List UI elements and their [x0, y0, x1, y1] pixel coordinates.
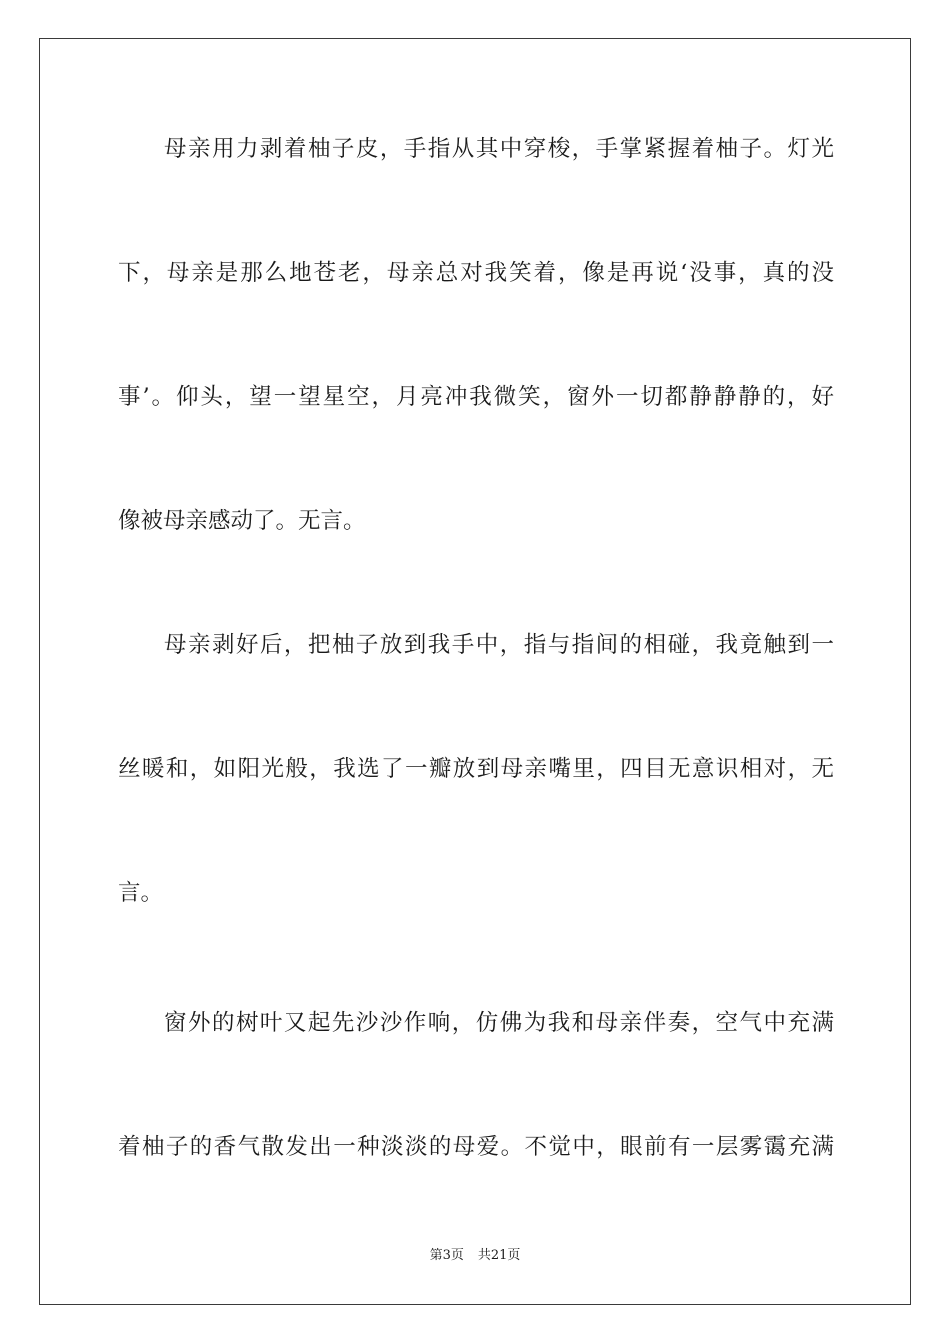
page-number: 第3页 — [429, 1248, 464, 1263]
paragraph-2-line-3: 言。 — [118, 880, 164, 906]
page-total: 共21页 — [477, 1248, 521, 1263]
paragraph-1-line-4: 像被母亲感动了。无言。 — [118, 508, 366, 534]
page-footer — [0, 1246, 950, 1266]
paragraph-2-line-2: 丝暖和，如阳光般，我选了一瓣放到母亲嘴里，四目无意识相对，无 — [118, 756, 834, 782]
paragraph-2-line-1: 母亲剥好后，把柚子放到我手中，指与指间的相碰，我竟触到一 — [164, 632, 834, 658]
paragraph-3-line-2: 着柚子的香气散发出一种淡淡的母爱。不觉中，眼前有一层雾霭充满 — [118, 1134, 834, 1160]
paragraph-1-line-1: 母亲用力剥着柚子皮，手指从其中穿梭，手掌紧握着柚子。灯光 — [164, 136, 834, 162]
paragraph-1-line-2: 下，母亲是那么地苍老，母亲总对我笑着，像是再说‘没事，真的没 — [118, 260, 834, 286]
page-border — [39, 38, 911, 1305]
paragraph-1-line-3: 事’。仰头，望一望星空，月亮冲我微笑，窗外一切都静静静的，好 — [118, 384, 834, 410]
paragraph-3-line-1: 窗外的树叶又起先沙沙作响，仿佛为我和母亲伴奏，空气中充满 — [164, 1010, 834, 1036]
